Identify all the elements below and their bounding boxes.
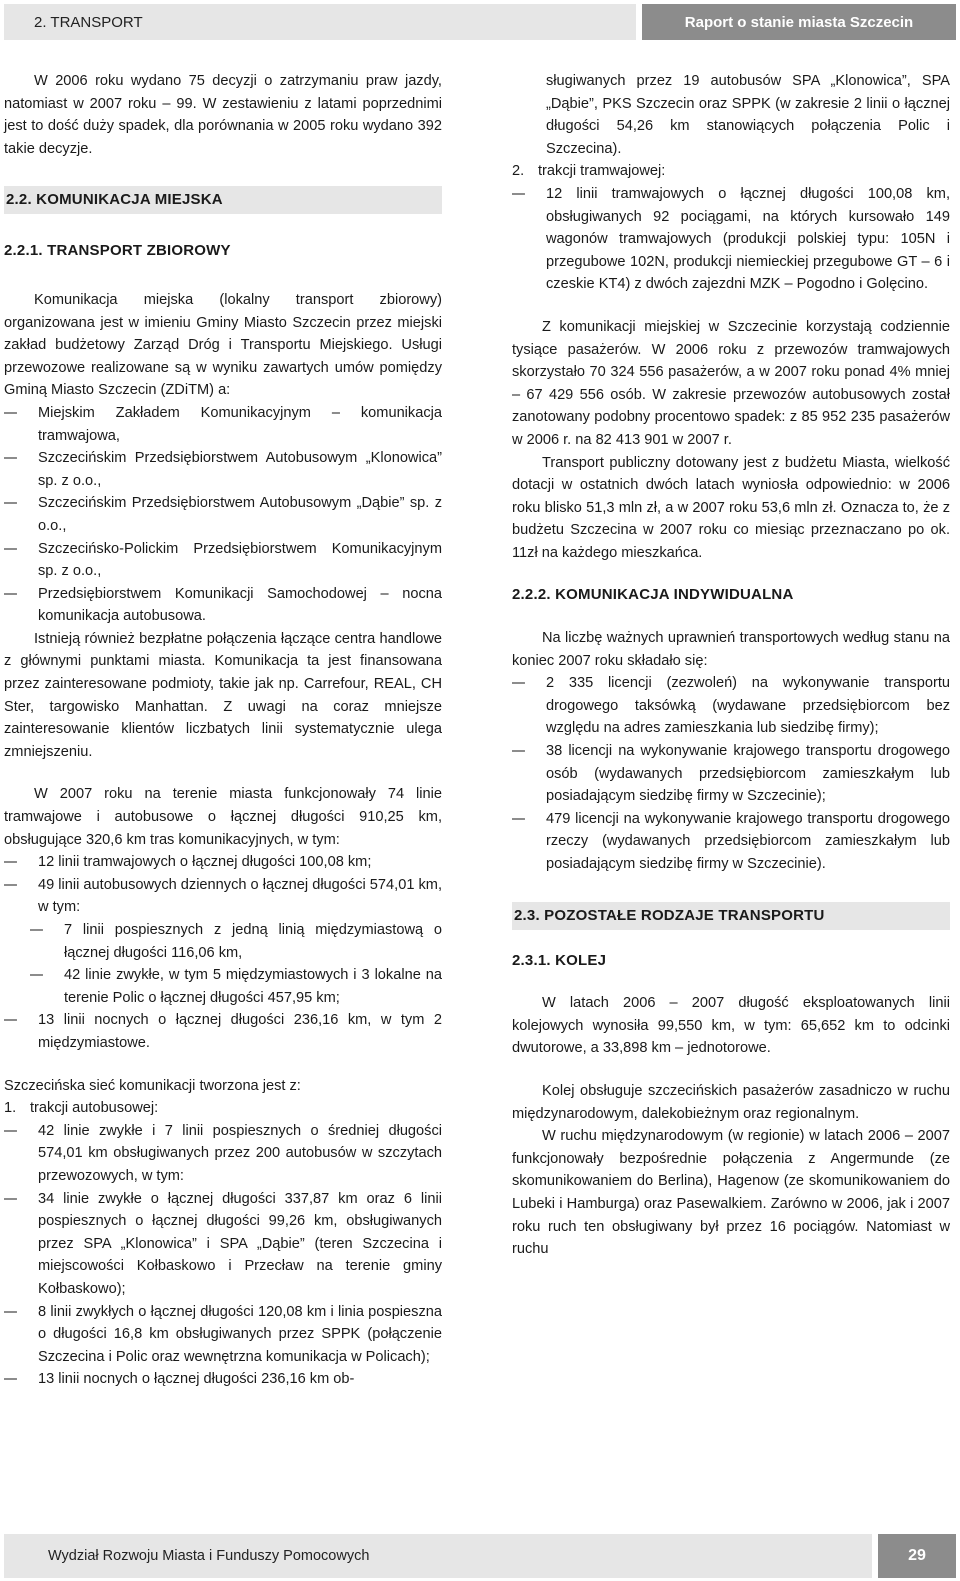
paragraph-passengers: Z komunikacji miejskiej w Szczecinie korzystają codziennie tysiące pasażerów. W 2006 roku z przewozów tramwajowych skorzystało 70 324 556 pasażerów, a w 2007 roku ponad 4% mniej – 67 429 556 osób. W zakresie przewozów autobusowych został zanotowany podobny procentowo spadek: z 85 952 235 pasażerów w 2006 r. na 82 413 901 w 2007 r. bbox=[512, 318, 950, 448]
heading-2-3: 2.3. POZOSTAŁE RODZAJE TRANSPORTU bbox=[512, 902, 950, 930]
page-number: 29 bbox=[908, 1547, 926, 1564]
header-section bbox=[4, 4, 636, 40]
paragraph-rail-service: Kolej obsługuje szczecińskich pasażerów zasadniczo w ruchu międzynarodowym, dalekobieżnym oraz regionalnym. bbox=[512, 1082, 950, 1122]
bus-sub-list bbox=[4, 919, 442, 1009]
paragraph-licences: Na liczbę ważnych uprawnień transportowych według stanu na koniec 2007 roku składało się: bbox=[512, 630, 950, 669]
paragraph-rail-length: W latach 2006 – 2007 długość eksploatowanych linii kolejowych wynosiła 99,550 km, w tym: 65,652 km to odcinki dwutorowe, a 33,898 km – jednotorowe. bbox=[512, 995, 950, 1057]
item-label: trakcji tramwajowej: bbox=[538, 163, 666, 180]
right-column bbox=[512, 70, 950, 1261]
list-item: – Szczecińsko-Polickim Przedsiębiorstwem Komunikacyjnym sp. z o.o., bbox=[4, 538, 442, 583]
heading-2-3-1: 2.3.1. KOLEJ bbox=[512, 951, 607, 969]
heading-2-2: 2.2. KOMUNIKACJA MIEJSKA bbox=[4, 186, 442, 214]
item-number: 1. bbox=[4, 1100, 17, 1117]
footer-department bbox=[4, 1534, 872, 1578]
paragraph-subsidy: Transport publiczny dotowany jest z budżetu Miasta, wielkość dotacji w ostatnich dwóch latach wyniosła odpowiednio: w 2006 roku blisko 51,3 mln zł, a w 2007 roku 53,6 mln zł. Oznacza to, że z budżetu Szczecina w 2007 roku co miesiąc przeznaczano po ok. 11zł na każdego mieszkańca. bbox=[512, 454, 950, 561]
lines-list bbox=[4, 851, 442, 919]
footer-page-number bbox=[878, 1534, 956, 1578]
report-title: Raport o stanie miasta Szczecin bbox=[684, 13, 914, 31]
night-lines-list bbox=[4, 1009, 442, 1054]
list-item: – 12 linii tramwajowych o łącznej długości 100,08 km; bbox=[4, 851, 442, 874]
continuation-paragraph: sługiwanych przez 19 autobusów SPA „Klonowica”, SPA „Dąbie”, PKS Szczecin oraz SPPK (w zakresie 2 linii o łącznej długości 54,26 km stanowiących połączenia Polic i Szczecina). bbox=[546, 73, 950, 157]
list-item: – 7 linii pospiesznych z jedną linią międzymiastową o łącznej długości 116,06 km, bbox=[4, 919, 442, 964]
bus-traction-list bbox=[4, 1120, 442, 1391]
list-item: – 2 335 licencji (zezwoleń) na wykonywanie transportu drogowego taksówką (wydawane przedsiębiorcom bez względu na adres zamieszkania lub siedzibę firmy); bbox=[512, 672, 950, 740]
heading-2-2-2: 2.2.2. KOMUNIKACJA INDYWIDUALNA bbox=[512, 586, 794, 604]
item-number: 2. bbox=[512, 163, 525, 180]
list-item: – Przedsiębiorstwem Komunikacji Samochodowej – nocna komunikacja autobusowa. bbox=[4, 583, 442, 628]
paragraph-international: W ruchu międzynarodowym (w regionie) w latach 2006 – 2007 funkcjonowały bezpośrednie połączenia z Angermunde (ze skomunikowaniem do Berlina), Hagenow (ze skomunikowaniem do Lubeki i Hamburga) oraz Pasewalkiem. Zarówno w 2006, jak i 2007 roku ruch ten obsługiwany był przez 16 pociągów. Natomiast w ruchu bbox=[512, 1128, 950, 1258]
list-item: – 13 linii nocnych o łącznej długości 236,16 km, w tym 2 międzymiastowe. bbox=[4, 1009, 442, 1054]
tram-traction-list bbox=[512, 183, 950, 296]
list-item: – 8 linii zwykłych o łącznej długości 120,08 km i linia pospieszna o długości 16,8 km obsługiwanych przez SPPK (połączenie Szczecina i Polic oraz wewnętrzna komunikacja w Policach); bbox=[4, 1301, 442, 1369]
list-item: – Szczecińskim Przedsiębiorstwem Autobusowym „Dąbie” sp. z o.o., bbox=[4, 492, 442, 537]
list-item: – 479 licencji na wykonywanie krajowego transportu drogowego rzeczy (wydawanych przedsiębiorcom zamieszkałym lub posiadającym siedzibę firmy w Szczecinie). bbox=[512, 808, 950, 876]
header-report-title bbox=[642, 4, 956, 40]
operators-list bbox=[4, 402, 442, 628]
numbered-item-tram bbox=[512, 160, 950, 183]
list-item: – 42 linie zwykłe i 7 linii pospiesznych o średniej długości 574,01 km obsługiwanych przez 200 autobusów w szczytach przewozowych, w tym: bbox=[4, 1120, 442, 1188]
heading-2-2-1: 2.2.1. TRANSPORT ZBIOROWY bbox=[4, 242, 231, 260]
list-item: – 42 linie zwykłe, w tym 5 międzymiastowych i 3 lokalne na terenie Polic o łącznej długości 457,95 km; bbox=[4, 964, 442, 1009]
paragraph-free-connections: Istnieją również bezpłatne połączenia łączące centra handlowe z głównymi punktami miasta. Komunikacja ta jest finansowana przez zainteresowane podmioty, takie jak np. Carrefour, REAL, CH Ster, targowisko Manhattan. Z uwagi na coraz mniejsze zainteresowanie klientów liczbatych linii systematycznie ulega zmniejszeniu. bbox=[4, 630, 442, 760]
list-item: – 38 licencji na wykonywanie krajowego transportu drogowego osób (wydawanych przedsiębiorcom zamieszkałym lub posiadającym siedzibę firmy w Szczecinie); bbox=[512, 740, 950, 808]
list-item: – 13 linii nocnych o łącznej długości 236,16 km ob- bbox=[4, 1368, 442, 1391]
paragraph-organisation: Komunikacja miejska (lokalny transport zbiorowy) organizowana jest w imieniu Gminy Miasto Szczecin przez miejski zakład budżetowy Zarząd Dróg i Transportu Miejskiego. Usługi przewozowe realizowane są w wyniku zawartych umów pomiędzy Gminą Miasto Szczecin (ZDiTM) a: bbox=[4, 291, 442, 399]
left-column bbox=[4, 70, 442, 1391]
list-item: – 34 linie zwykłe o łącznej długości 337,87 km oraz 6 linii pospiesznych o łącznej długości 99,26 km, obsługiwanych przez SPA „Klonowica” i SPA „Dąbie” (teren Szczecina i miejscowości Kołbaskowo i Przecław na terenie gminy Kołbaskowo); bbox=[4, 1188, 442, 1301]
item-label: trakcji autobusowej: bbox=[30, 1100, 159, 1117]
intro-paragraph: W 2006 roku wydano 75 decyzji o zatrzymaniu praw jazdy, natomiast w 2007 roku – 99. W zestawieniu z latami poprzednimi jest to dość duży spadek, dla porównania w 2005 roku wydano 392 takie decyzje. bbox=[4, 73, 442, 157]
section-title: 2. TRANSPORT bbox=[34, 13, 143, 31]
list-item: – Miejskim Zakładem Komunikacyjnym – komunikacja tramwajowa, bbox=[4, 402, 442, 447]
list-item: – 49 linii autobusowych dziennych o łącznej długości 574,01 km, w tym: bbox=[4, 874, 442, 919]
paragraph-network: Szczecińska sieć komunikacji tworzona jest z: bbox=[4, 1077, 301, 1094]
numbered-item-bus bbox=[4, 1097, 442, 1120]
paragraph-lines-2007: W 2007 roku na terenie miasta funkcjonowały 74 linie tramwajowe i autobusowe o łącznej długości 910,25 km, obsługujące 320,6 km tras komunikacyjnych, w tym: bbox=[4, 786, 442, 848]
list-item: – 12 linii tramwajowych o łącznej długości 100,08 km, obsługiwanych 92 pociągami, na których kursowało 149 wagonów tramwajowych (produkcji polskiej typu: 105N i przegubowe 102N, produkcji niemieckiej przegubowe GT – 6 i czeskie KT4) z dwóch zajezdni MZK – Pogodno i Golęcino. bbox=[512, 183, 950, 296]
department-name: Wydział Rozwoju Miasta i Funduszy Pomocowych bbox=[48, 1548, 370, 1564]
licences-list bbox=[512, 672, 950, 875]
list-item: – Szczecińskim Przedsiębiorstwem Autobusowym „Klonowica” sp. z o.o., bbox=[4, 447, 442, 492]
